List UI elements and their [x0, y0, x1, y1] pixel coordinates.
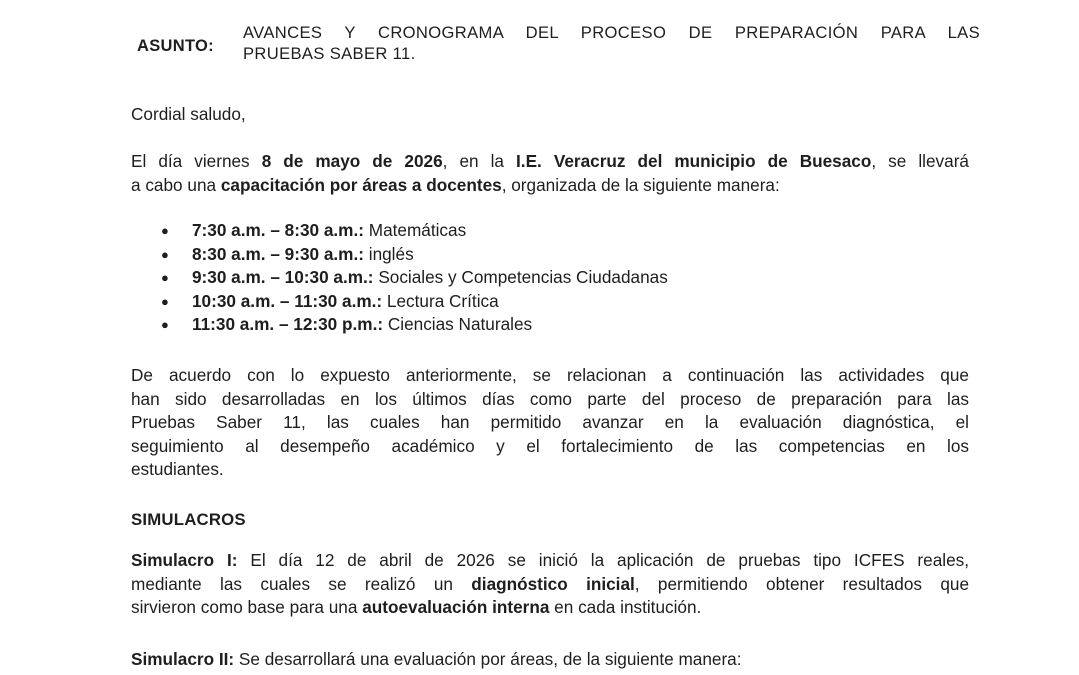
- list-item: ● 10:30 a.m. – 11:30 a.m.: Lectura Crítica: [160, 290, 668, 314]
- section-heading: SIMULACROS: [131, 510, 246, 529]
- intro-line-2: a cabo una capacitación por áreas a docentes, organizada de la siguiente manera:: [131, 175, 780, 195]
- subject-line-2: PRUEBAS SABER 11.: [243, 44, 416, 63]
- activities-paragraph: [131, 364, 969, 482]
- bullet-icon: ●: [161, 246, 169, 262]
- list-item: ● 11:30 a.m. – 12:30 p.m.: Ciencias Naturales: [160, 313, 668, 337]
- list-item: ● 9:30 a.m. – 10:30 a.m.: Sociales y Competencias Ciudadanas: [160, 266, 668, 290]
- bullet-icon: ●: [161, 317, 169, 333]
- list-item: ● 8:30 a.m. – 9:30 a.m.: inglés: [160, 243, 668, 267]
- subject-text: [243, 22, 980, 64]
- intro-date: 8 de mayo de 2026: [261, 151, 443, 171]
- simulacro-2-paragraph: [131, 648, 969, 671]
- simulacro-1-label: Simulacro I:: [131, 550, 238, 570]
- list-item: ● 7:30 a.m. – 8:30 a.m.: Matemáticas: [160, 219, 668, 243]
- activities-line-2: han sido desarrolladas en los últimos días como parte del proceso de preparación para las: [131, 388, 969, 409]
- schedule-list: [160, 219, 668, 337]
- intro-line-1: El día viernes 8 de mayo de 2026, en la I.E. Veracruz del municipio de Buesaco, se llevará: [131, 151, 969, 171]
- simulacro-1-line-1: Simulacro I: El día 12 de abril de 2026 se inició la aplicación de pruebas tipo ICFES reales,: [131, 550, 969, 570]
- activities-line-3: Pruebas Saber 11, las cuales han permitido avanzar en la evaluación diagnóstica, el: [131, 412, 969, 432]
- simulacro-2-line-1: Simulacro II: Se desarrollará una evaluación por áreas, de la siguiente manera:: [131, 649, 742, 669]
- simulacro-1-line-3: sirvieron como base para una autoevaluación interna en cada institución.: [131, 597, 702, 617]
- intro-paragraph: [131, 149, 969, 197]
- simulacro-1-paragraph: [131, 549, 969, 620]
- activities-line-4: seguimiento al desempeño académico y el fortalecimiento de las competencias en los: [131, 435, 969, 456]
- simulacro-1-line-2: mediante las cuales se realizó un diagnóstico inicial, permitiendo obtener resultados que: [131, 573, 969, 594]
- bullet-icon: ●: [161, 293, 169, 309]
- simulacro-2-label: Simulacro II:: [131, 649, 235, 669]
- subject-label: ASUNTO:: [137, 37, 214, 55]
- subject-line-1: AVANCES Y CRONOGRAMA DEL PROCESO DE PREPARACIÓN PARA LAS: [243, 23, 980, 42]
- intro-place: I.E. Veracruz del municipio de Buesaco: [516, 151, 872, 171]
- bullet-icon: ●: [161, 223, 169, 238]
- activities-line-5: estudiantes.: [131, 459, 224, 479]
- bullet-icon: ●: [161, 270, 169, 286]
- intro-training: capacitación por áreas a docentes: [220, 175, 502, 195]
- greeting: Cordial saludo,: [131, 104, 246, 124]
- activities-line-1: De acuerdo con lo expuesto anteriormente, se relacionan a continuación las actividades que: [131, 365, 969, 385]
